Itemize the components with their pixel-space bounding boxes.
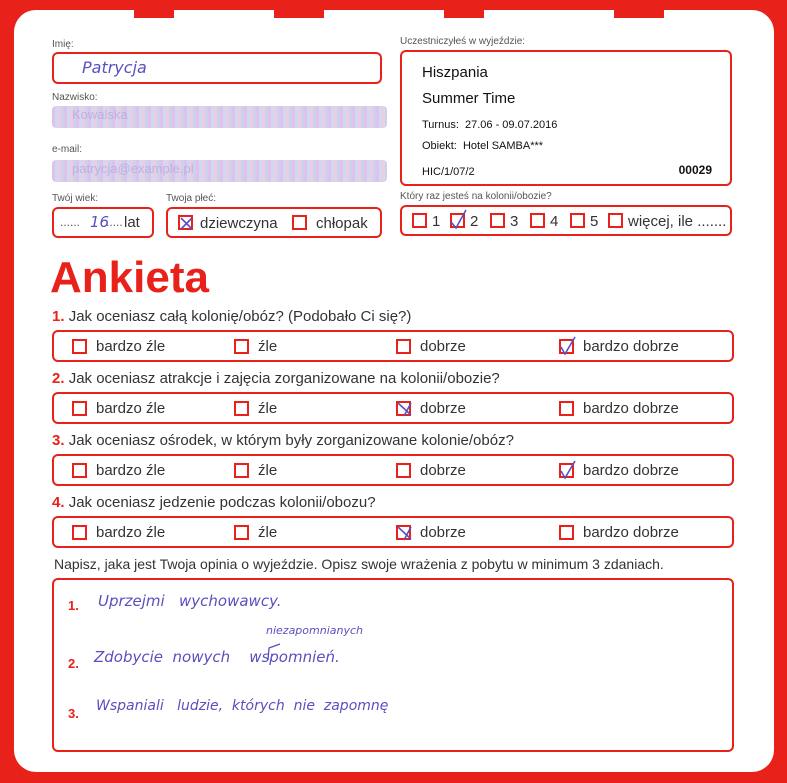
times-field bbox=[400, 205, 732, 236]
answer-option-label: dobrze bbox=[420, 400, 466, 417]
checkbox-q1-option-4[interactable] bbox=[559, 339, 574, 354]
question-1-text bbox=[52, 308, 411, 325]
checkbox-q2-option-4[interactable] bbox=[559, 401, 574, 416]
first-name-field[interactable] bbox=[52, 52, 382, 84]
first-name-value: Patrycja bbox=[82, 58, 147, 77]
answer-option-label: źle bbox=[258, 338, 278, 355]
trip-program: Summer Time bbox=[422, 90, 516, 107]
gender-label: Twoja płeć: bbox=[166, 193, 217, 204]
answer-option-label: bardzo źle bbox=[96, 524, 166, 541]
checkbox-q4-option-1[interactable] bbox=[72, 525, 87, 540]
answer-option-label: źle bbox=[258, 524, 278, 541]
checkbox-q3-option-4[interactable] bbox=[559, 463, 574, 478]
opinion-line-1-num: 1. bbox=[68, 598, 79, 613]
answer-option-label: bardzo dobrze bbox=[583, 338, 679, 355]
first-name-label: Imię: bbox=[52, 39, 74, 50]
check-mark-icon bbox=[396, 400, 414, 419]
answer-option-label: bardzo źle bbox=[96, 462, 166, 479]
check-mark-icon bbox=[559, 462, 577, 481]
times-option-4: 4 bbox=[550, 213, 559, 230]
check-mark-icon bbox=[559, 338, 577, 357]
times-option-more: więcej, ile ....... bbox=[628, 213, 727, 230]
question-label: Jak oceniasz atrakcje i zajęcia zorganizowane na kolonii/obozie? bbox=[68, 370, 500, 387]
checkbox-q3-option-2[interactable] bbox=[234, 463, 249, 478]
checkbox-q4-option-2[interactable] bbox=[234, 525, 249, 540]
times-label: Który raz jesteś na kolonii/obozie? bbox=[400, 191, 552, 202]
checkbox-q3-option-1[interactable] bbox=[72, 463, 87, 478]
age-dots: ..... bbox=[106, 215, 123, 229]
question-2-answers bbox=[52, 392, 734, 424]
email-label: e-mail: bbox=[52, 144, 83, 155]
answer-option-label: źle bbox=[258, 400, 278, 417]
checkbox-times-more[interactable] bbox=[608, 213, 623, 228]
age-dots: ...... bbox=[60, 215, 81, 229]
checkbox-q2-option-1[interactable] bbox=[72, 401, 87, 416]
top-notch bbox=[274, 10, 324, 18]
opinion-line-2-insert: niezapomnianych bbox=[266, 624, 364, 637]
opinion-line-1: Uprzejmi wychowawcy. bbox=[98, 592, 282, 610]
opinion-prompt: Napisz, jaka jest Twoja opinia o wyjeździe. Opisz swoje wrażenia z pobytu w minimum 3 zdaniach. bbox=[54, 556, 664, 572]
email-field-redacted[interactable] bbox=[52, 160, 387, 182]
answer-option-label: dobrze bbox=[420, 524, 466, 541]
question-number: 4. bbox=[52, 494, 65, 511]
age-value: 16 bbox=[90, 213, 110, 231]
times-option-5: 5 bbox=[590, 213, 599, 230]
checkbox-female[interactable] bbox=[178, 215, 193, 230]
last-name-value: Kowalska bbox=[72, 107, 128, 122]
opinion-line-3-num: 3. bbox=[68, 706, 79, 721]
checkbox-times-4[interactable] bbox=[530, 213, 545, 228]
checkbox-male[interactable] bbox=[292, 215, 307, 230]
answer-option-label: bardzo dobrze bbox=[583, 462, 679, 479]
gender-male-label: chłopak bbox=[316, 215, 368, 232]
checkbox-q1-option-3[interactable] bbox=[396, 339, 411, 354]
trip-number: 00029 bbox=[678, 163, 712, 177]
checkbox-q2-option-3[interactable] bbox=[396, 401, 411, 416]
last-name-label: Nazwisko: bbox=[52, 92, 98, 103]
opinion-line-3: Wspaniali ludzie, których nie zapomnę bbox=[96, 698, 389, 714]
age-field[interactable] bbox=[52, 207, 154, 238]
times-option-2: 2 bbox=[470, 213, 479, 230]
answer-option-label: bardzo dobrze bbox=[583, 400, 679, 417]
question-label: Jak oceniasz jedzenie podczas kolonii/obozu? bbox=[68, 494, 376, 511]
answer-option-label: dobrze bbox=[420, 338, 466, 355]
trip-obiekt: Obiekt: Hotel SAMBA*** bbox=[422, 140, 544, 152]
question-3-answers bbox=[52, 454, 734, 486]
answer-option-label: bardzo dobrze bbox=[583, 524, 679, 541]
gender-female-label: dziewczyna bbox=[200, 215, 278, 232]
trip-turnus: Turnus: 27.06 - 09.07.2016 bbox=[422, 119, 558, 131]
times-option-3: 3 bbox=[510, 213, 519, 230]
question-label: Jak oceniasz ośrodek, w którym były zorganizowane kolonie/obóz? bbox=[68, 432, 514, 449]
cross-mark-icon bbox=[178, 214, 196, 233]
email-value: patrycja@example.pl bbox=[72, 161, 194, 176]
page-title: Ankieta bbox=[50, 253, 209, 302]
trip-country: Hiszpania bbox=[422, 64, 488, 81]
checkbox-q1-option-1[interactable] bbox=[72, 339, 87, 354]
opinion-line-2: Zdobycie nowych wspomnień. bbox=[94, 648, 340, 666]
checkbox-q2-option-2[interactable] bbox=[234, 401, 249, 416]
trip-code: HIC/1/07/2 bbox=[422, 166, 475, 178]
check-mark-icon bbox=[396, 524, 414, 543]
survey-sheet bbox=[14, 10, 774, 772]
question-number: 1. bbox=[52, 308, 65, 325]
answer-option-label: bardzo źle bbox=[96, 338, 166, 355]
question-4-answers bbox=[52, 516, 734, 548]
times-option-1: 1 bbox=[432, 213, 441, 230]
top-notch bbox=[614, 10, 664, 18]
trip-box bbox=[400, 50, 732, 186]
answer-option-label: bardzo źle bbox=[96, 400, 166, 417]
top-notch bbox=[134, 10, 174, 18]
check-mark-icon bbox=[450, 212, 468, 231]
question-2-text bbox=[52, 370, 500, 387]
question-number: 3. bbox=[52, 432, 65, 449]
question-1-answers bbox=[52, 330, 734, 362]
question-3-text bbox=[52, 432, 514, 449]
opinion-box[interactable] bbox=[52, 578, 734, 752]
checkbox-q4-option-3[interactable] bbox=[396, 525, 411, 540]
checkbox-times-3[interactable] bbox=[490, 213, 505, 228]
gender-field bbox=[166, 207, 382, 238]
question-4-text bbox=[52, 494, 376, 511]
checkbox-q3-option-3[interactable] bbox=[396, 463, 411, 478]
age-label: Twój wiek: bbox=[52, 193, 99, 204]
checkbox-times-5[interactable] bbox=[570, 213, 585, 228]
checkbox-q4-option-4[interactable] bbox=[559, 525, 574, 540]
last-name-field-redacted[interactable] bbox=[52, 106, 387, 128]
question-label: Jak oceniasz całą kolonię/obóz? (Podobało Ci się?) bbox=[68, 308, 412, 325]
answer-option-label: źle bbox=[258, 462, 278, 479]
top-notch bbox=[444, 10, 484, 18]
answer-option-label: dobrze bbox=[420, 462, 466, 479]
age-unit: lat bbox=[124, 214, 140, 231]
question-number: 2. bbox=[52, 370, 65, 387]
checkbox-q1-option-2[interactable] bbox=[234, 339, 249, 354]
opinion-line-2-num: 2. bbox=[68, 656, 79, 671]
checkbox-times-2[interactable] bbox=[450, 213, 465, 228]
trip-label: Uczestniczyłeś w wyjeździe: bbox=[400, 36, 526, 47]
checkbox-times-1[interactable] bbox=[412, 213, 427, 228]
